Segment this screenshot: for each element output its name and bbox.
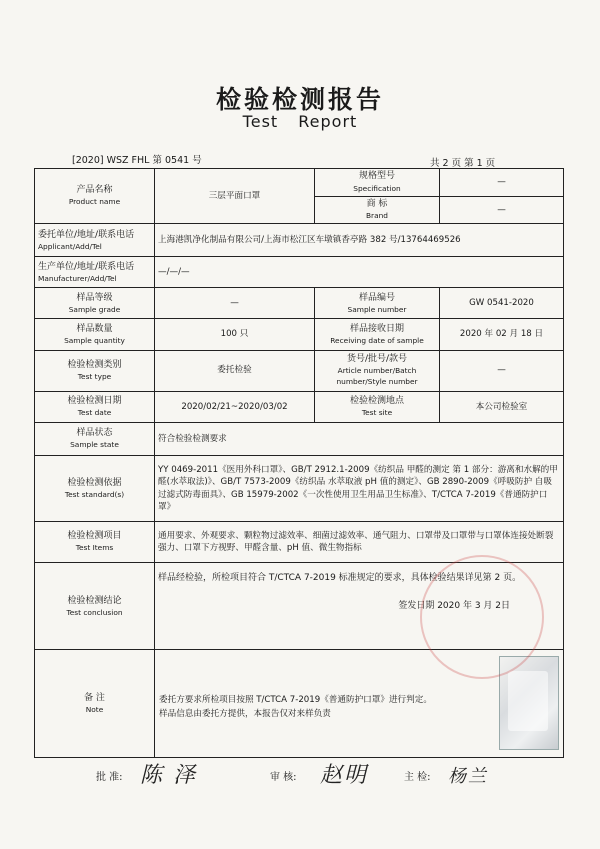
receiving-date-value: 2020 年 02 月 18 日 xyxy=(440,319,564,350)
sample-grade-value: — xyxy=(155,288,315,319)
sample-photo xyxy=(499,656,559,750)
conclusion-text: 样品经检验，所检项目符合 T/CTCA 7-2019 标准规定的要求，具体检验结果详见第 2 页。 xyxy=(158,573,522,584)
approve-label: 批 准: xyxy=(96,772,123,783)
test-site-value: 本公司检验室 xyxy=(440,391,564,422)
report-title-cn: 检验检测报告 xyxy=(215,85,384,114)
specification-value: — xyxy=(440,169,564,197)
note-line-1: 委托方要求所检项目按照 T/CTCA 7-2019《普通防护口罩》进行判定。 xyxy=(159,695,432,706)
test-site-label: 检验检测地点 Test site xyxy=(315,391,440,422)
test-date-value: 2020/02/21~2020/03/02 xyxy=(155,391,315,422)
test-standard-value: YY 0469-2011《医用外科口罩》、GB/T 2912.1-2009《纺织品 甲醛的测定 第 1 部分：游离和水解的甲醛(水萃取法)》、GB/T 7573-2009《纺织品 水萃取液 pH 值的测定》、GB 2890-2009《呼吸防护 自吸过滤式防毒面具》、GB 15979-2002《一次性使用卫生用品卫生标准》、T/CTCA 7-2019《普通防护口罩》 xyxy=(155,455,564,521)
report-title-en: Test Report xyxy=(242,112,358,131)
conclusion-label: 检验检测结论 Test conclusion xyxy=(35,563,155,650)
sample-quantity-label: 样品数量 Sample quantity xyxy=(35,319,155,350)
product-name-value: 三层平面口罩 xyxy=(155,169,315,224)
sample-quantity-value: 100 只 xyxy=(155,319,315,350)
report-number: [2020] WSZ FHL 第 0541 号 xyxy=(72,155,202,166)
sample-state-label: 样品状态 Sample state xyxy=(35,422,155,455)
article-number-value: — xyxy=(440,350,564,391)
applicant-value: 上海港凯净化制品有限公司/上海市松江区车墩镇香亭路 382 号/13764469526 xyxy=(155,224,564,257)
inspect-signature: 杨兰 xyxy=(448,766,488,787)
note-line-2: 样品信息由委托方提供，本报告仅对来样负责 xyxy=(159,709,331,720)
review-label: 审 核: xyxy=(270,772,297,783)
brand-label: 商 标 Brand xyxy=(315,196,440,224)
article-number-label: 货号/批号/款号 Article number/Batch number/Style number xyxy=(315,350,440,391)
inspect-label: 主 检: xyxy=(404,772,431,783)
test-type-value: 委托检验 xyxy=(155,350,315,391)
test-items-label: 检验检测项目 Test Items xyxy=(35,522,155,563)
test-standard-label: 检验检测依据 Test standard(s) xyxy=(35,455,155,521)
page-info: 共 2 页 第 1 页 xyxy=(430,158,496,169)
applicant-label: 委托单位/地址/联系电话 Applicant/Add/Tel xyxy=(35,224,155,257)
review-signature: 赵明 xyxy=(320,763,369,788)
conclusion-value xyxy=(155,563,564,650)
test-date-label: 检验检测日期 Test date xyxy=(35,391,155,422)
test-type-label: 检验检测类别 Test type xyxy=(35,350,155,391)
manufacturer-label: 生产单位/地址/联系电话 Manufacturer/Add/Tel xyxy=(35,257,155,288)
brand-value: — xyxy=(440,196,564,224)
specification-label: 规格型号 Specification xyxy=(315,169,440,197)
sample-state-value: 符合检验检测要求 xyxy=(155,422,564,455)
sample-number-label: 样品编号 Sample number xyxy=(315,288,440,319)
sample-grade-label: 样品等级 Sample grade xyxy=(35,288,155,319)
receiving-date-label: 样品接收日期 Receiving date of sample xyxy=(315,319,440,350)
report-table xyxy=(34,168,564,758)
sample-number-value: GW 0541-2020 xyxy=(440,288,564,319)
manufacturer-value: —/—/— xyxy=(155,257,564,288)
sign-date: 签发日期 2020 年 3 月 2日 xyxy=(398,600,510,611)
note-text xyxy=(159,694,432,722)
test-items-value: 通用要求、外观要求、颗粒物过滤效率、细菌过滤效率、通气阻力、口罩带及口罩带与口罩体连接处断裂强力、口罩下方视野、甲醛含量、pH 值、微生物指标 xyxy=(155,522,564,563)
product-name-label: 产品名称 Product name xyxy=(35,169,155,224)
note-label: 备 注 Note xyxy=(35,650,155,758)
note-value xyxy=(155,650,564,758)
approve-signature: 陈 泽 xyxy=(140,763,197,788)
